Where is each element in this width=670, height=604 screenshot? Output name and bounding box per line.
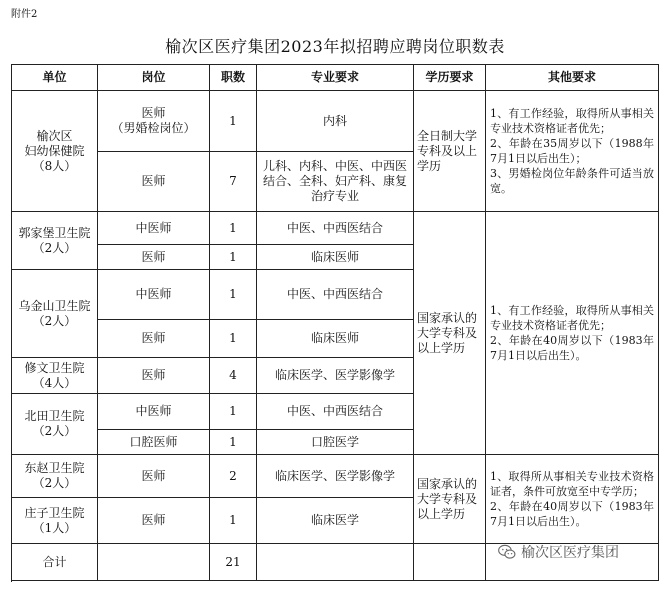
attachment-label: 附件2 <box>11 9 38 20</box>
unit-cell: 北田卫生院 （2人） <box>12 394 98 455</box>
major-cell: 内科 <box>257 91 414 152</box>
header-post: 岗位 <box>98 65 210 91</box>
post-cell: 医师 <box>98 358 210 394</box>
major-cell: 临床医师 <box>257 320 414 358</box>
count-cell: 4 <box>210 358 257 394</box>
major-cell: 中医、中西医结合 <box>257 212 414 245</box>
post-cell: 口腔医师 <box>98 430 210 455</box>
count-cell: 1 <box>210 270 257 320</box>
education-cell: 全日制大学专科及以上学历 <box>414 91 486 212</box>
post-cell: 中医师 <box>98 212 210 245</box>
other-requirements-cell: 1、有工作经验，取得所从事相关专业技术资格证者优先； 2、年龄在40周岁以下（1983年7月1日以后出生）。 <box>486 212 659 455</box>
header-other: 其他要求 <box>486 65 659 91</box>
post-cell: 中医师 <box>98 270 210 320</box>
empty-cell <box>98 544 210 581</box>
header-major: 专业要求 <box>257 65 414 91</box>
watermark <box>497 542 619 562</box>
post-cell: 中医师 <box>98 394 210 430</box>
count-cell: 1 <box>210 91 257 152</box>
post-cell: 医师 <box>98 455 210 498</box>
header-education: 学历要求 <box>414 65 486 91</box>
major-cell: 临床医学、医学影像学 <box>257 358 414 394</box>
major-cell: 口腔医学 <box>257 430 414 455</box>
post-cell: 医师 <box>98 498 210 544</box>
count-cell: 7 <box>210 152 257 212</box>
unit-cell: 郭家堡卫生院 （2人） <box>12 212 98 270</box>
count-cell: 1 <box>210 245 257 270</box>
count-cell: 1 <box>210 394 257 430</box>
page-title: 榆次区医疗集团2023年拟招聘应聘岗位职数表 <box>165 37 505 56</box>
post-cell: 医师 <box>98 320 210 358</box>
count-cell: 1 <box>210 320 257 358</box>
header-count: 职数 <box>210 65 257 91</box>
unit-cell: 乌金山卫生院 （2人） <box>12 270 98 358</box>
count-cell: 1 <box>210 430 257 455</box>
unit-cell: 修文卫生院 （4人） <box>12 358 98 394</box>
unit-cell: 庄子卫生院 （1人） <box>12 498 98 544</box>
major-cell: 临床医学、医学影像学 <box>257 455 414 498</box>
count-cell: 1 <box>210 498 257 544</box>
education-cell: 国家承认的大学专科及以上学历 <box>414 212 486 455</box>
education-cell: 国家承认的大学专科及以上学历 <box>414 455 486 544</box>
major-cell: 儿科、内科、中医、中西医结合、全科、妇产科、康复治疗专业 <box>257 152 414 212</box>
unit-cell: 东赵卫生院 （2人） <box>12 455 98 498</box>
major-cell: 中医、中西医结合 <box>257 270 414 320</box>
other-requirements-cell: 1、有工作经验，取得所从事相关专业技术资格证者优先； 2、年龄在35周岁以下（1988年7月1日以后出生）； 3、男婚检岗位年龄条件可适当放宽。 <box>486 91 659 212</box>
post-cell: 医师 （男婚检岗位） <box>98 91 210 152</box>
empty-cell <box>414 544 486 581</box>
watermark-text: 榆次区医疗集团 <box>521 545 619 561</box>
other-requirements-cell: 1、取得所从事相关专业技术资格证者，条件可放宽至中专学历； 2、年龄在40周岁以下（1983年7月1日以后出生）。 <box>486 455 659 544</box>
total-count: 21 <box>210 544 257 581</box>
unit-cell: 榆次区 妇幼保健院 （8人） <box>12 91 98 212</box>
major-cell: 中医、中西医结合 <box>257 394 414 430</box>
major-cell: 临床医学 <box>257 498 414 544</box>
count-cell: 2 <box>210 455 257 498</box>
post-cell: 医师 <box>98 245 210 270</box>
major-cell: 临床医师 <box>257 245 414 270</box>
total-label: 合计 <box>12 544 98 581</box>
post-cell: 医师 <box>98 152 210 212</box>
count-cell: 1 <box>210 212 257 245</box>
wechat-icon <box>497 542 517 562</box>
recruitment-table <box>11 64 659 582</box>
empty-cell <box>257 544 414 581</box>
header-unit: 单位 <box>12 65 98 91</box>
